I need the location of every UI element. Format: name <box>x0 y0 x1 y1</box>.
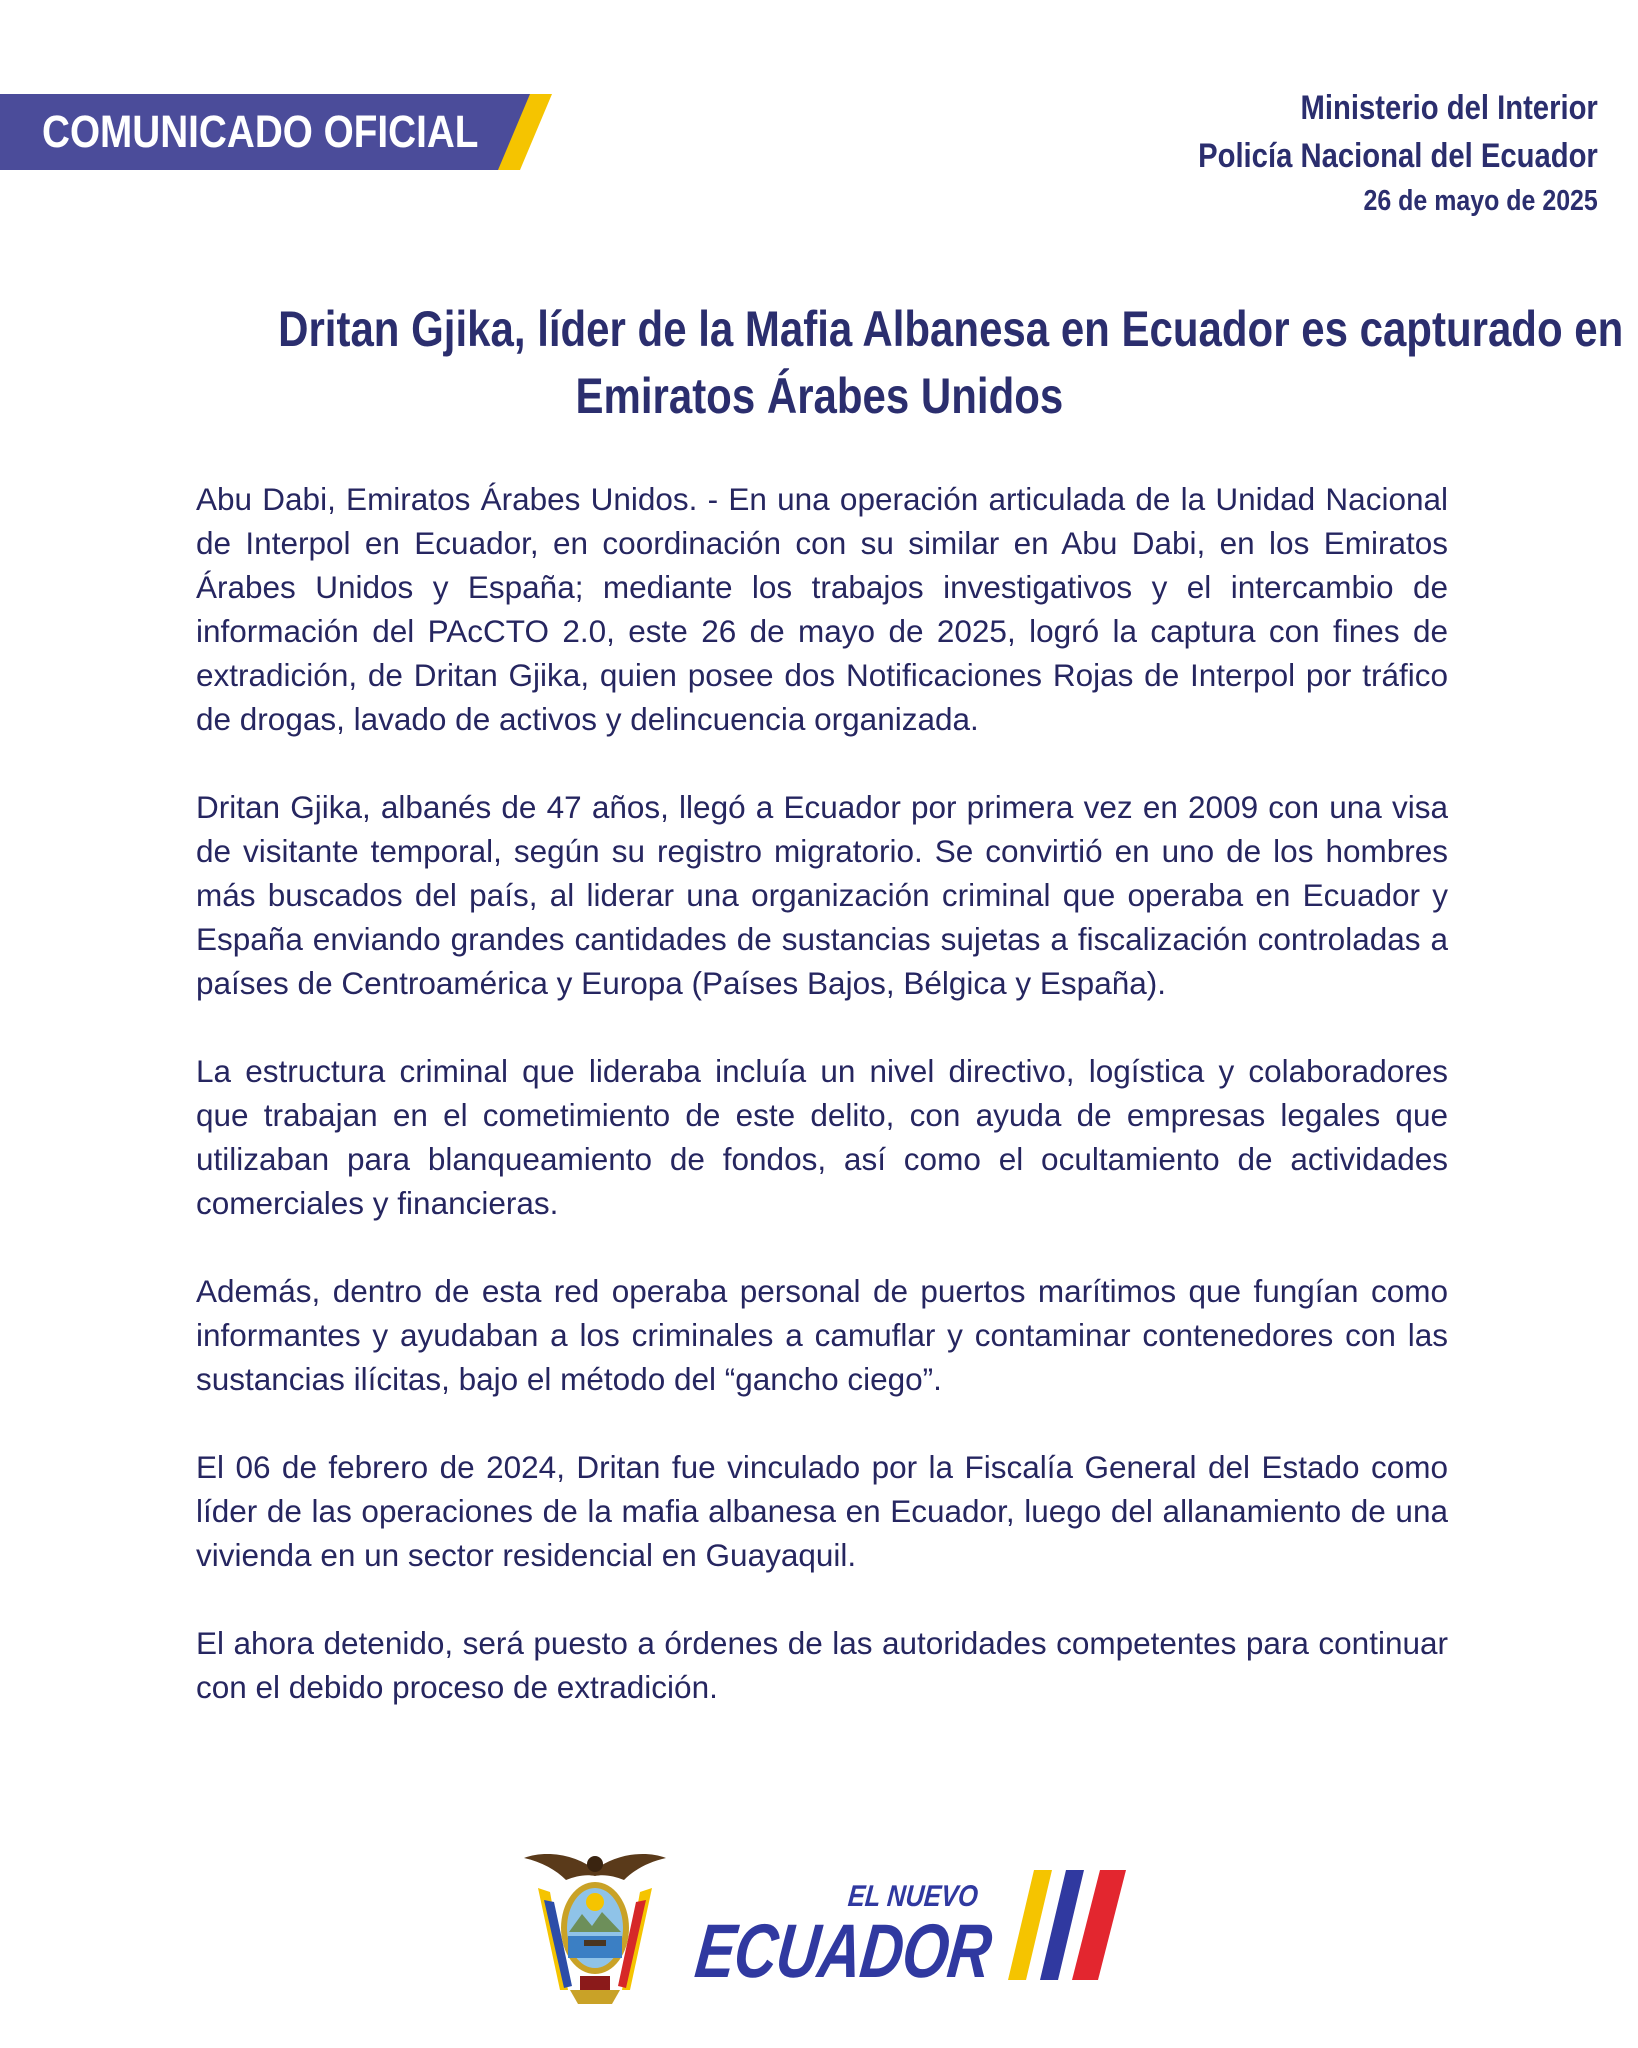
official-banner <box>0 94 552 170</box>
paragraph: Además, dentro de esta red operaba personal de puertos marítimos que fungían como informantes y ayudaban a los criminales a camuflar y contaminar contenedores con las sustancias ilícitas, bajo el método del “gancho ciego”. <box>196 1273 1448 1397</box>
paragraph: Abu Dabi, Emiratos Árabes Unidos. - En una operación articulada de la Unidad Nacional de Interpol en Ecuador, en coordinación con su similar en Abu Dabi, en los Emiratos Árabes Unidos y España; mediante los trabajos investigativos y el intercambio de información del PAcCTO 2.0, este 26 de mayo de 2025, logró la captura con fines de extradición, de Dritan Gjika, quien posee dos Notificaciones Rojas de Interpol por tráfico de drogas, lavado de activos y delincuencia organizada. <box>196 481 1448 737</box>
header-organization <box>1133 84 1598 222</box>
ministry-name: Ministerio del Interior <box>1300 89 1598 127</box>
paragraph: La estructura criminal que lideraba incluía un nivel directivo, logística y colaboradores que trabajan en el cometimiento de este delito, con ayuda de empresas legales que utilizaban para blanqueamiento de fondos, así como el ocultamiento de actividades comerciales y financieras. <box>196 1053 1448 1221</box>
article-body <box>196 477 1448 1753</box>
headline <box>150 296 1624 430</box>
document-date: 26 de mayo de 2025 <box>1363 185 1598 217</box>
footer-logos <box>0 1840 1638 2020</box>
banner-label: COMUNICADO OFICIAL <box>42 106 479 157</box>
brand-tagline: EL NUEVO <box>846 1880 980 1913</box>
police-name: Policía Nacional del Ecuador <box>1198 137 1598 175</box>
paragraph: El ahora detenido, será puesto a órdenes de las autoridades competentes para continuar con el debido proceso de extradición. <box>196 1625 1448 1705</box>
brand-name: ECUADOR <box>691 1909 995 1994</box>
paragraph: El 06 de febrero de 2024, Dritan fue vinculado por la Fiscalía General del Estado como líder de las operaciones de la mafia albanesa en Ecuador, luego del allanamiento de una vivienda en un sector residencial en Guayaquil. <box>196 1449 1448 1573</box>
headline-line-2: Emiratos Árabes Unidos <box>575 368 1063 424</box>
paragraph: Dritan Gjika, albanés de 47 años, llegó a Ecuador por primera vez en 2009 con una visa de visitante temporal, según su registro migratorio. Se convirtió en uno de los hombres más buscados del país, al liderar una organización criminal que operaba en Ecuador y España enviando grandes cantidades de sustancias sujetas a fiscalización controladas a países de Centroamérica y Europa (Países Bajos, Bélgica y España). <box>196 789 1448 1001</box>
headline-line-1: Dritan Gjika, líder de la Mafia Albanesa en Ecuador es capturado en <box>278 301 1624 357</box>
flag-stripes-icon <box>1008 1870 1128 1980</box>
coat-of-arms-icon <box>520 1840 670 2010</box>
